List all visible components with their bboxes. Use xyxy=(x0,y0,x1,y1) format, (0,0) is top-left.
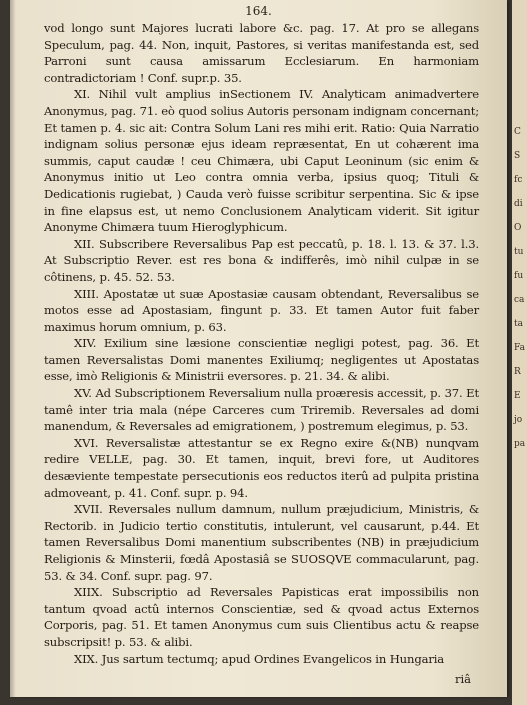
book-page xyxy=(10,0,507,697)
catchword: riâ xyxy=(454,672,471,686)
edge-fragment: S xyxy=(514,151,521,161)
page-number: 164. xyxy=(245,4,272,18)
edge-fragment: tu xyxy=(514,247,524,257)
edge-fragment: O xyxy=(514,223,522,233)
edge-fragment: fc xyxy=(514,175,523,185)
edge-fragment: pa xyxy=(514,439,526,449)
edge-fragment: C xyxy=(514,127,521,137)
paragraph-7: XVII. Reversales nullum damnum, nullum præjudicium, Ministris, & Rectorib. in Judicio tertio constitutis, intulerunt, vel causarunt, p.44. Et tamen Reversalibus Domi manentium subscribentes (NB) in præjudicium Religionis & Minsterii, fœdâ Apostasiâ se SUOSQVE commacularunt, pag. 53. & 34. Conf. supr. pag. 97. xyxy=(44,502,479,583)
edge-fragment: fu xyxy=(514,271,524,281)
page-fold-shadow xyxy=(10,0,16,697)
edge-fragment: E xyxy=(514,391,521,401)
paragraph-5: XV. Ad Subscriptionem Reversalium nulla proæresis accessit, p. 37. Et tamê inter tria mala (népe Carceres cum Triremib. Reversales ad domi manendum, & Reversales ad emigrationem, ) postremum elegimus, p. 53. xyxy=(44,386,479,434)
edge-fragment: di xyxy=(514,199,523,209)
edge-fragment: jo xyxy=(514,415,523,425)
paragraph-3: XIII. Apostatæ ut suæ Apostasiæ causam obtendant, Reversalibus se motos esse ad Apostasiam, fingunt p. 33. Et tamen Autor fuit faber maximus horum omnium, p. 63. xyxy=(44,286,479,334)
paragraph-4: XIV. Exilium sine læsione conscientiæ negligi potest, pag. 36. Et tamen Reversalistas Domi manentes Exiliumq; negligentes ut Apostatas esse, imò Religionis & Ministrii eversores. p. 21. 34. & alibi. xyxy=(44,336,479,384)
paragraph-6: XVI. Reversalistæ attestantur se ex Regno exire &(NB) nunqvam redire VELLE, pag. 30. Et tamen, inquit, brevi fore, ut Auditores desæviente tempestate persecutionis eos reductos iterû ad pulpita pristina admoveant, p. 41. Conf. supr. p. 94. xyxy=(44,435,479,500)
edge-fragment: Fa xyxy=(514,343,525,353)
paragraph-2: XII. Subscribere Reversalibus Pap est peccatû, p. 18. l. 13. & 37. l.3. At Subscriptio Rever. est res bona & indifferês, imò nihil culpæ in se côtinens, p. 45. 52. 53. xyxy=(44,236,479,284)
facing-page-edge xyxy=(512,0,527,705)
paragraph-0: vod longo sunt Majores lucrati labore &c. pag. 17. At pro se allegans Speculum, pag. 44. Non, inquit, Pastores, si veritas manifestanda est, sed Parroni sunt causa amissarum Ecclesiarum. En harmoniam contradictoriam ! Conf. supr.p. 35. xyxy=(44,21,479,85)
page-text xyxy=(44,20,479,667)
paragraph-8: XIIX. Subscriptio ad Reversales Papisticas erat impossibilis non tantum qvoad actû internos Conscientiæ, sed & qvoad actus Externos Corporis, pag. 51. Et tamen Anonymus cum suis Clientibus actu & reapse subscripsit! p. 53. & alibi. xyxy=(44,585,479,649)
paragraph-9: XIX. Jus sartum tectumq; apud Ordines Evangelicos in Hungaria xyxy=(74,651,445,666)
edge-fragment: R xyxy=(514,367,521,377)
edge-fragment: ca xyxy=(514,295,525,305)
paragraph-1: XI. Nihil vult amplius inSectionem IV. Analyticam animadvertere Anonymus, pag. 71. eò quod solius Autoris personam indignam concernant; Et tamen p. 4. sic ait: Contra Solum Lani res mihi erit. Ratio: Quia Narratio indignam solius personæ ejus ideam repræsentat, En ut cohærent ima summis, caput caudæ ! ceu Chimæra, ubi Caput Leoninum (sic enim & Anonymus initio ut Leo contra omnia verba, ipsius quoq; Tituli & Dedicationis rugiebat, ) Cauda verò fuisse scribitur serpentina. Sic & ipse in fine elapsus est, ut nemo Conclusionem Analyticam viderit. Sit igitur Anonyme Chimæra tuum Hieroglyphicum. xyxy=(44,87,479,235)
edge-fragment: ta xyxy=(514,319,523,329)
